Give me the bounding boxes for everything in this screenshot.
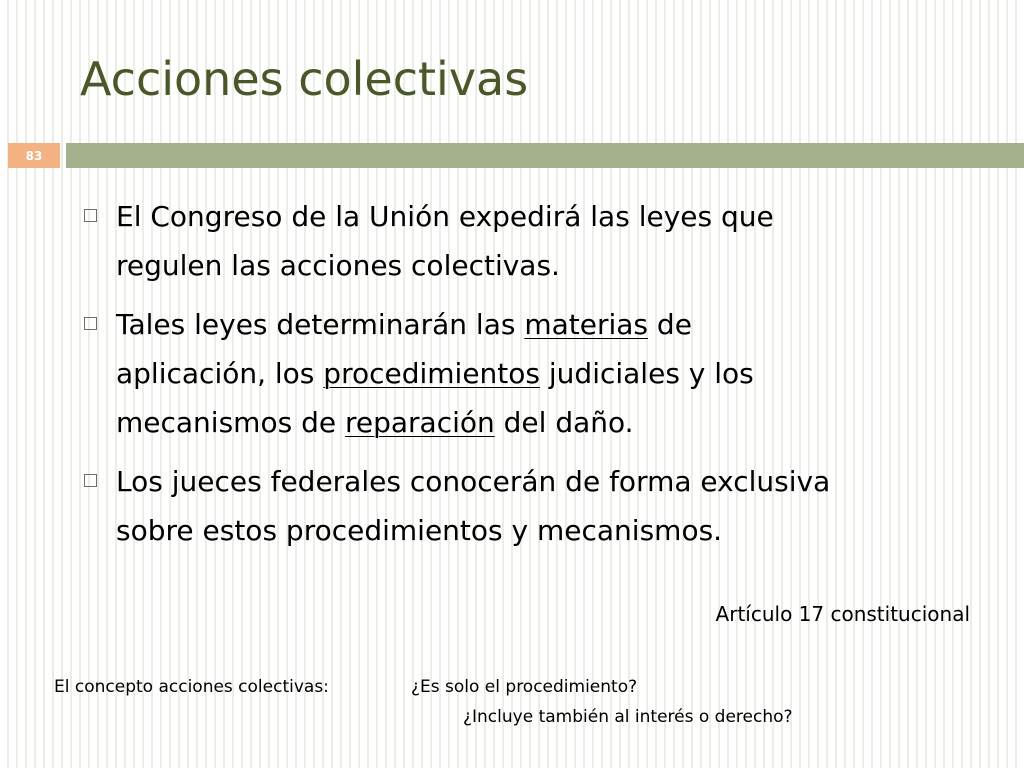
square-bullet-icon xyxy=(84,317,97,330)
bullet-text-segment: mecanismos de xyxy=(116,406,345,439)
bullet-item xyxy=(82,457,982,555)
square-bullet-icon xyxy=(84,209,97,222)
source-citation: Artículo 17 constitucional xyxy=(715,602,970,626)
underlined-term: reparación xyxy=(344,406,495,439)
slide-title: Acciones colectivas xyxy=(80,52,529,106)
bullet-text-line: Los jueces federales conocerán de forma exclusiva xyxy=(116,465,831,498)
bullet-text-segment: Tales leyes determinarán las xyxy=(116,308,525,341)
footer-question-1: ¿Es solo el procedimiento? xyxy=(411,677,638,697)
bullet-text-line: regulen las acciones colectivas. xyxy=(116,249,560,282)
bullet-text-line: sobre estos procedimientos y mecanismos. xyxy=(116,514,723,547)
bullet-list xyxy=(82,192,982,565)
underlined-term: procedimientos xyxy=(323,357,540,390)
bullet-item xyxy=(82,300,982,447)
footer-label: El concepto acciones colectivas: xyxy=(54,677,329,697)
bullet-text-segment: aplicación, los xyxy=(116,357,324,390)
underlined-term: materias xyxy=(524,308,649,341)
bullet-text-line: El Congreso de la Unión expedirá las leyes que xyxy=(116,200,774,233)
slide-number: 83 xyxy=(8,143,60,168)
bullet-text-segment: judiciales y los xyxy=(540,357,754,390)
footer-question-2: ¿Incluye también al interés o derecho? xyxy=(463,707,793,727)
bullet-text-segment: del daño. xyxy=(494,406,634,439)
square-bullet-icon xyxy=(84,474,97,487)
bullet-item xyxy=(82,192,982,290)
title-rule-bar xyxy=(66,143,1024,168)
bullet-text-segment: de xyxy=(648,308,692,341)
